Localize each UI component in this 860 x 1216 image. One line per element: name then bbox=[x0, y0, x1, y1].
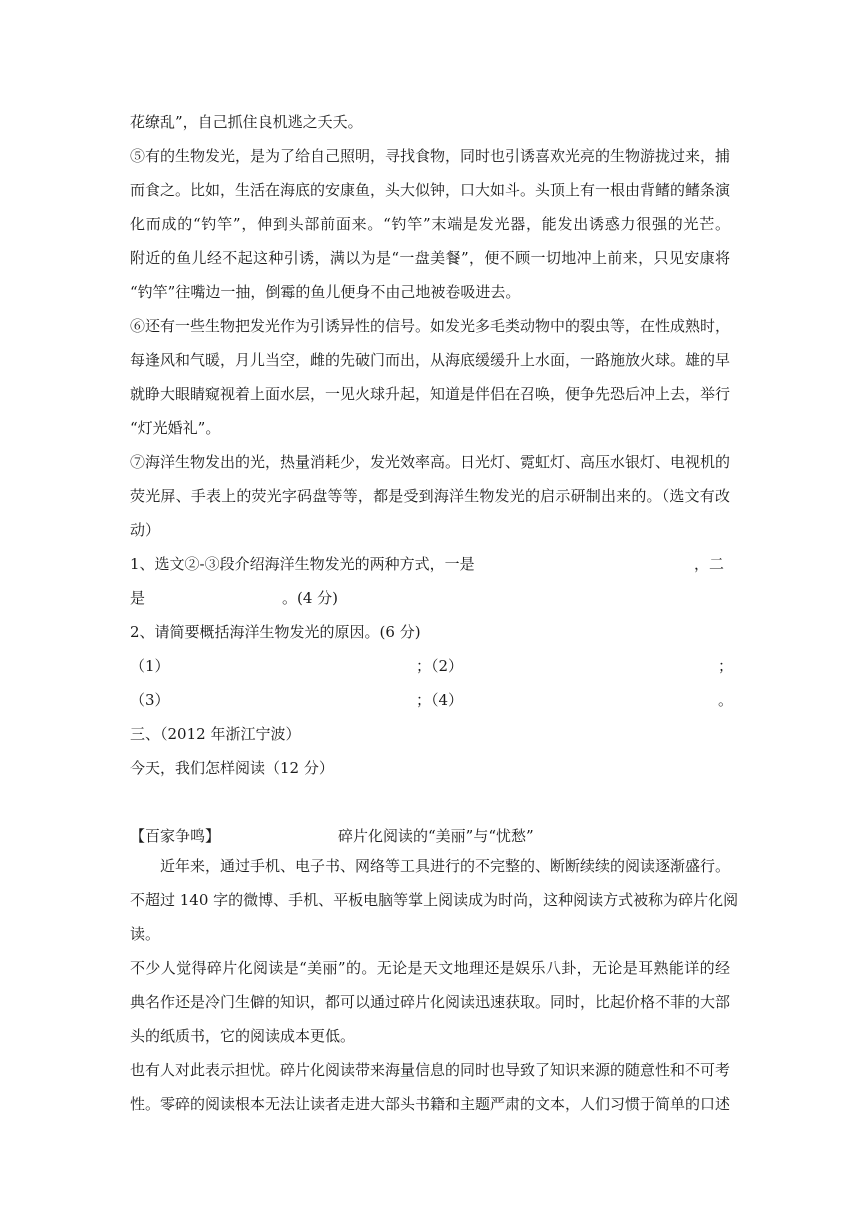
article-paragraph-line: 典名作还是冷门生僻的知识，都可以通过碎片化阅读迅速获取。同时，比起价格不菲的大部 bbox=[130, 993, 731, 1011]
question-1-text: ，二 bbox=[694, 555, 725, 573]
paragraph-6-line: 就睁大眼睛窥视着上面水层，一见火球升起，知道是伴侣在召唤，便争先恐后冲上去，举行 bbox=[130, 385, 731, 403]
article-title: 碎片化阅读的“美丽”与“忧愁” bbox=[338, 827, 534, 845]
article-paragraph-line: 性。零碎的阅读根本无法让读者走进大部头书籍和主题严肃的文本，人们习惯于简单的口述 bbox=[130, 1095, 731, 1113]
article-paragraph-line: 也有人对此表示担忧。碎片化阅读带来海量信息的同时也导致了知识来源的随意性和不可考 bbox=[130, 1061, 731, 1079]
paragraph-5-line: “钓竿”往嘴边一抽，倒霉的鱼儿便身不由己地被卷吸进去。 bbox=[130, 283, 521, 301]
article-paragraph-line: 不超过 140 字的微博、手机、平板电脑等掌上阅读成为时尚，这种阅读方式被称为碎片化阅 bbox=[130, 891, 739, 909]
article-tag: 【百家争鸣】 bbox=[130, 827, 221, 845]
answer-label: ；（4） bbox=[416, 691, 464, 709]
article-header bbox=[130, 826, 730, 846]
paragraph-6-line: 每逢风和气暖，月儿当空，雌的先破门而出，从海底缓缓升上水面，一路施放火球。雄的早 bbox=[130, 351, 731, 369]
answer-label: （3） bbox=[130, 691, 170, 709]
question-1-text: 是 bbox=[130, 589, 146, 607]
paragraph-5-line: ⑤有的生物发光，是为了给自己照明，寻找食物，同时也引诱喜欢光亮的生物游拢过来，捕 bbox=[130, 147, 731, 165]
answer-label: （1） bbox=[130, 657, 170, 675]
paragraph-6-line: ⑥还有一些生物把发光作为引诱异性的信号。如发光多毛类动物中的裂虫等，在性成熟时， bbox=[130, 317, 731, 335]
paragraph-5-line: 化而成的“钓竿”，伸到头部前面来。“钓竿”末端是发光器，能发出诱惑力很强的光芒。 bbox=[130, 215, 730, 233]
article-paragraph-line: 不少人觉得碎片化阅读是“美丽”的。无论是天文地理还是娱乐八卦，无论是耳熟能详的经 bbox=[130, 959, 730, 977]
article-paragraph-line: 读。 bbox=[130, 925, 161, 943]
answer-row-1 bbox=[130, 656, 734, 676]
question-1-cont bbox=[130, 588, 730, 608]
paragraph-5-line: 而食之。比如，生活在海底的安康鱼，头大似钟，口大如斗。头顶上有一根由背鳍的鳍条演 bbox=[130, 181, 731, 199]
paragraph-5-line: 附近的鱼儿经不起这种引诱，满以为是“一盘美餐”，便不顾一切地冲上前来，只见安康将 bbox=[130, 249, 730, 267]
paragraph-7-line: 荧光屏、手表上的荧光字码盘等等，都是受到海洋生物发光的启示研制出来的。（选文有改 bbox=[130, 487, 730, 505]
answer-row-2 bbox=[130, 690, 734, 710]
question-2: 2、请简要概括海洋生物发光的原因。(6 分) bbox=[130, 623, 421, 641]
paragraph-7-line: ⑦海洋生物发出的光，热量消耗少，发光效率高。日光灯、霓虹灯、高压水银灯、电视机的 bbox=[130, 453, 731, 471]
answer-label: ； bbox=[718, 657, 734, 675]
answer-label: ；（2） bbox=[416, 657, 464, 675]
question-1-text: 。(4 分) bbox=[282, 589, 339, 607]
text-line: 花缭乱”，自己抓住良机逃之夭夭。 bbox=[130, 113, 363, 131]
paragraph-6-line: “灯光婚礼”。 bbox=[130, 419, 221, 437]
section-title: 今天，我们怎样阅读（12 分） bbox=[130, 759, 334, 777]
question-1-text: 1、选文②-③段介绍海洋生物发光的两种方式，一是 bbox=[130, 555, 475, 573]
article-paragraph-line: 近年来，通过手机、电子书、网络等工具进行的不完整的、断断续续的阅读逐渐盛行。 bbox=[160, 857, 731, 875]
article-paragraph-line: 头的纸质书，它的阅读成本更低。 bbox=[130, 1027, 356, 1045]
question-1 bbox=[130, 554, 730, 574]
paragraph-7-line: 动） bbox=[130, 521, 161, 539]
answer-label: 。 bbox=[718, 691, 734, 709]
section-heading: 三、（2012 年浙江宁波） bbox=[130, 725, 301, 743]
